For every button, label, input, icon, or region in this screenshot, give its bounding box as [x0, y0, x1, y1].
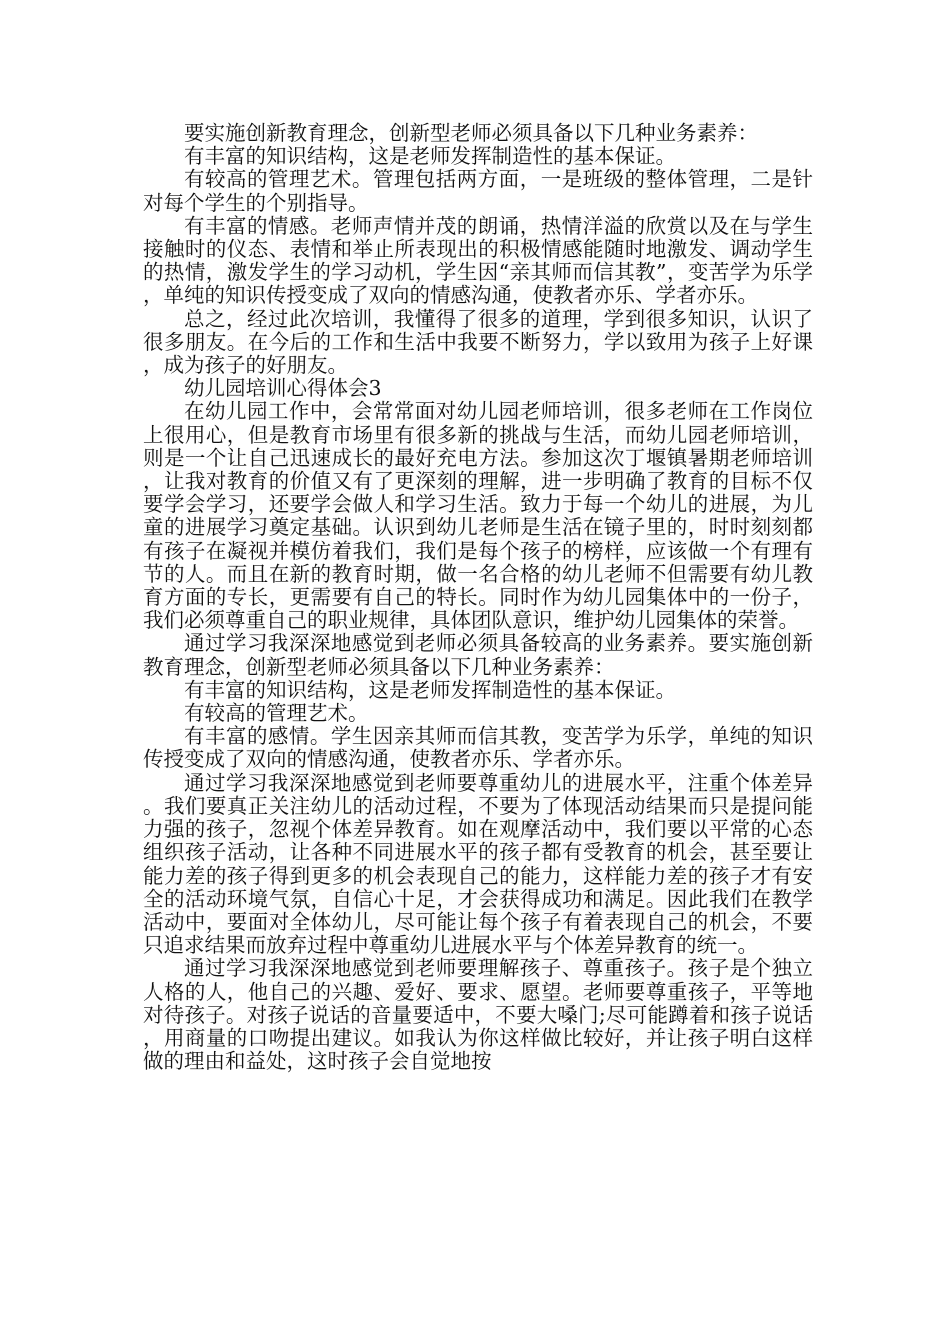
paragraph: 有丰富的知识结构，这是老师发挥制造性的基本保证。 [184, 144, 676, 169]
paragraph: 通过学习我深深地感觉到老师必须具备较高的业务素养。要实施创新教育理念，创新型老师必须具备以下几种业务素养： [143, 631, 813, 679]
paragraph: 在幼儿园工作中，会常常面对幼儿园老师培训，很多老师在工作岗位上很用心，但是教育市场里有很多新的挑战与生活，而幼儿园老师培训，则是一个让自己迅速成长的最好充电方法。参加这次丁堰镇暑期老师培训，让我对教育的价值又有了更深刻的理解，进一步明确了教育的目标不仅要学会学习，还要学会做人和学习生活。致力于每一个幼儿的进展，为儿童的进展学习奠定基础。认识到幼儿老师是生活在镜子里的，时时刻刻都有孩子在凝视并模仿着我们，我们是每个孩子的榜样，应该做一个有理有节的人。而且在新的教育时期，做一名合格的幼儿老师不但需要有幼儿教育方面的专长，更需要有自己的特长。同时作为幼儿园集体中的一份子，我们必须尊重自己的职业规律，具体团队意识，维护幼儿园集体的荣誉。 [143, 399, 813, 633]
paragraph: 通过学习我深深地感觉到老师要尊重幼儿的进展水平，注重个体差异。我们要真正关注幼儿的活动过程，不要为了体现活动结果而只是提问能力强的孩子，忽视个体差异教育。如在观摩活动中，我们要以平常的心态组织孩子活动，让各种不同进展水平的孩子都有受教育的机会，甚至要让能力差的孩子得到更多的机会表现自己的能力，这样能力差的孩子才有安全的活动环境气氛，自信心十足，才会获得成功和满足。因此我们在教学活动中，要面对全体幼儿，尽可能让每个孩子有着表现自己的机会，不要只追求结果而放弃过程中尊重幼儿进展水平与个体差异教育的统一。 [143, 770, 813, 958]
document-body [143, 122, 813, 1073]
paragraph: 有较高的管理艺术。管理包括两方面，一是班级的整体管理，二是针对每个学生的个别指导。 [143, 167, 813, 215]
paragraph: 总之，经过此次培训，我懂得了很多的道理，学到很多知识，认识了很多朋友。在今后的工作和生活中我要不断努力，学以致用为孩子上好课，成为孩子的好朋友。 [143, 306, 813, 378]
paragraph: 要实施创新教育理念，创新型老师必须具备以下几种业务素养： [184, 121, 758, 145]
paragraph: 通过学习我深深地感觉到老师要理解孩子、尊重孩子。孩子是个独立人格的人，他自己的兴趣、爱好、要求、愿望。老师要尊重孩子，平等地对待孩子。对孩子说话的音量要适中，不要大嗓门;尽可能蹲着和孩子说话，用商量的口吻提出建议。如我认为你这样做比较好，并让孩子明白这样做的理由和益处，这时孩子会自觉地按 [143, 956, 813, 1074]
paragraph: 有丰富的情感。老师声情并茂的朗诵，热情洋溢的欣赏以及在与学生接触时的仪态、表情和举止所表现出的积极情感能随时地激发、调动学生的热情，激发学生的学习动机，学生因“亲其师而信其教”，变苦学为乐学，单纯的知识传授变成了双向的情感沟通，使教者亦乐、学者亦乐。 [143, 213, 813, 308]
paragraph: 有丰富的感情。学生因亲其师而信其教，变苦学为乐学，单纯的知识传授变成了双向的情感沟通，使教者亦乐、学者亦乐。 [143, 724, 813, 772]
paragraph: 有丰富的知识结构，这是老师发挥制造性的基本保证。 [184, 677, 676, 702]
section-heading: 幼儿园培训心得体会3 [184, 376, 382, 401]
paragraph: 有较高的管理艺术。 [184, 701, 369, 726]
